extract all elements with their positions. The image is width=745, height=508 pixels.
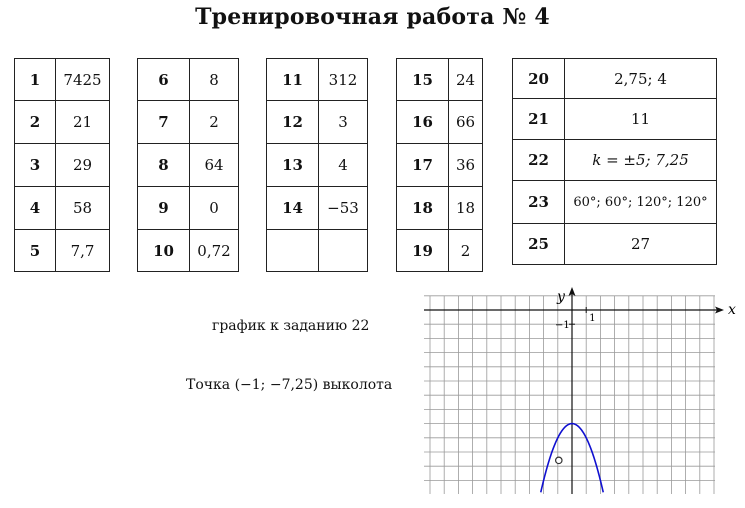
task-answer: 2 [190, 101, 239, 144]
task-number: 14 [267, 187, 319, 230]
y-unit-label: −1 [555, 320, 570, 332]
task-answer: 7,7 [56, 230, 110, 272]
task-answer: 0,72 [190, 230, 239, 272]
task-number: 21 [513, 99, 565, 140]
task-number: 7 [138, 101, 190, 144]
task-number: 12 [267, 101, 319, 144]
task-answer: 2,75; 4 [565, 59, 717, 99]
task-number: 20 [513, 59, 565, 99]
task-answer: 27 [565, 224, 717, 265]
task-number: 2 [15, 101, 56, 144]
task-answer: −53 [319, 187, 368, 230]
x-axis-label: x [728, 302, 736, 318]
task-number: 5 [15, 230, 56, 272]
task-number: 22 [513, 140, 565, 181]
task-number: 17 [397, 144, 449, 187]
task-number: 25 [513, 224, 565, 265]
task-answer: 8 [190, 59, 239, 101]
task-answer: 2 [449, 230, 483, 272]
task-number: 11 [267, 59, 319, 101]
page-title: Тренировочная работа № 4 [195, 4, 550, 30]
task-number: 8 [138, 144, 190, 187]
task-number: 3 [15, 144, 56, 187]
task-answer: 60°; 60°; 120°; 120° [565, 181, 717, 224]
task-answer: 312 [319, 59, 368, 101]
task-answer: 0 [190, 187, 239, 230]
task-answer: 21 [56, 101, 110, 144]
y-axis-label: y [557, 289, 565, 305]
task-number: 4 [15, 187, 56, 230]
graph-caption: график к заданию 22 [212, 318, 370, 334]
x-unit-label: 1 [589, 313, 596, 324]
task-number: 23 [513, 181, 565, 224]
task-answer: 7425 [56, 59, 110, 101]
punctured-point-note: Точка (−1; −7,25) выколота [186, 377, 393, 393]
task-answer: 36 [449, 144, 483, 187]
task-answer: 11 [565, 99, 717, 140]
task-answer: 18 [449, 187, 483, 230]
task-number: 15 [397, 59, 449, 101]
task-answer: k = ±5; 7,25 [565, 140, 717, 181]
task-number: 13 [267, 144, 319, 187]
task-number: 6 [138, 59, 190, 101]
task-answer: 4 [319, 144, 368, 187]
task-answer: 64 [190, 144, 239, 187]
task-number: 19 [397, 230, 449, 272]
task-number: 16 [397, 101, 449, 144]
task-answer: 66 [449, 101, 483, 144]
task-answer: 29 [56, 144, 110, 187]
task-number: 9 [138, 187, 190, 230]
open-point-marker [556, 457, 562, 463]
task-answer: 58 [56, 187, 110, 230]
task-answer: 3 [319, 101, 368, 144]
task-number: 18 [397, 187, 449, 230]
task-number: 1 [15, 59, 56, 101]
task-number: 10 [138, 230, 190, 272]
task-answer: 24 [449, 59, 483, 101]
